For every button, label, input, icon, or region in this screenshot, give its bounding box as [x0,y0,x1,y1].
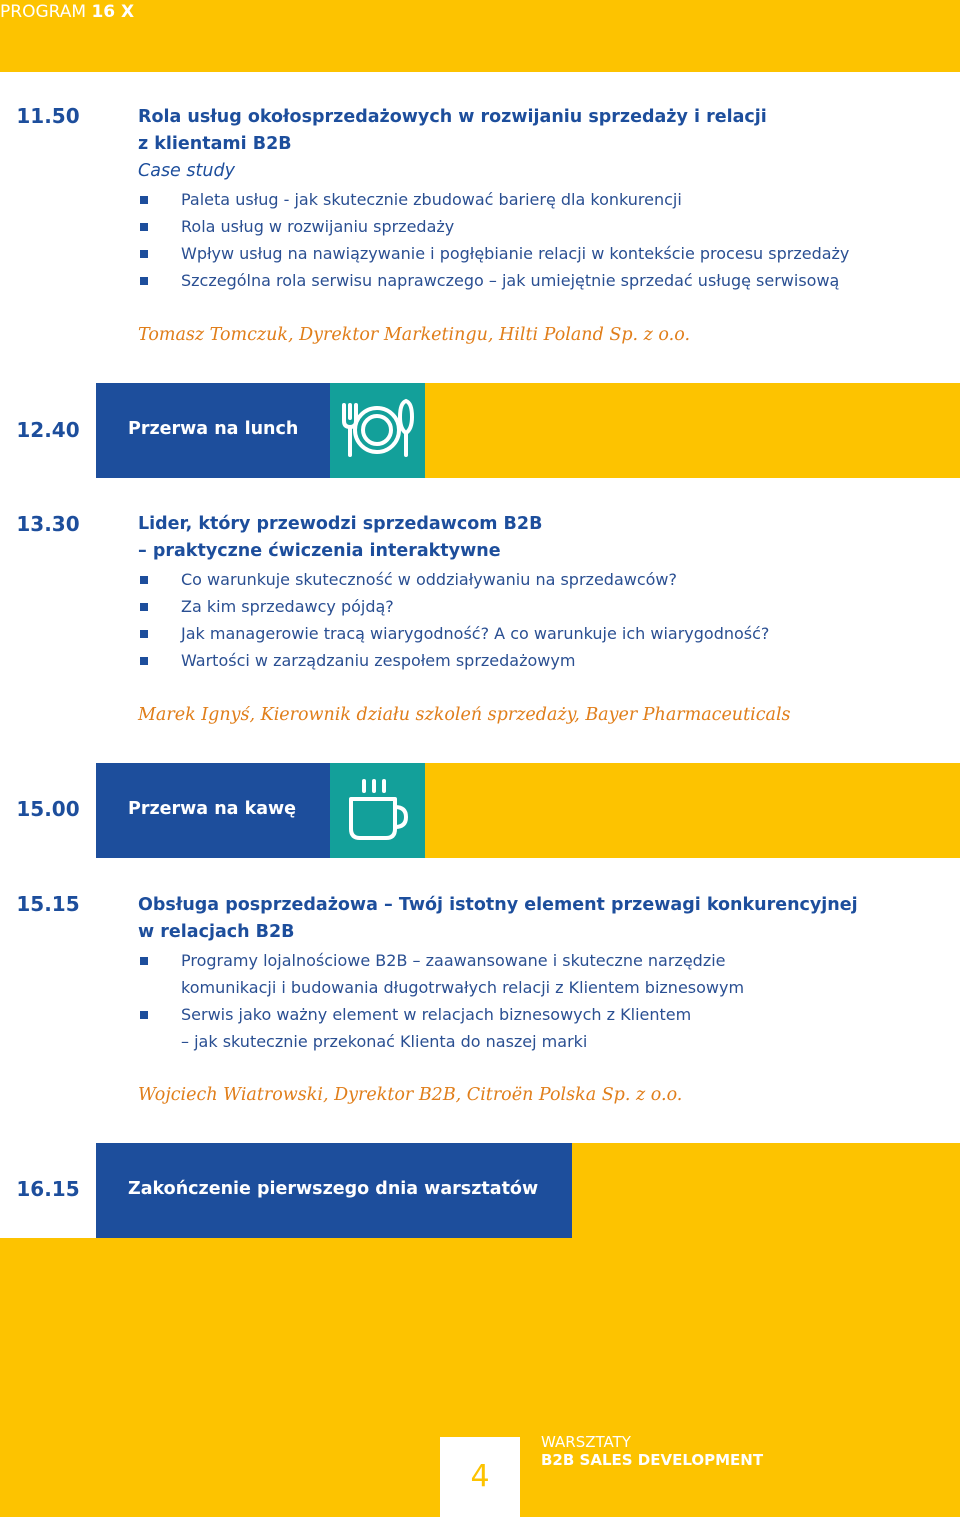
session3-speaker: Wojciech Wiatrowski, Dyrektor B2B, Citroën Polska Sp. z o.o. [138,1085,683,1105]
session2-speaker: Marek Ignyś, Kierownik działu szkoleń sprzedaży, Bayer Pharmaceuticals [138,705,791,725]
list-item: Jak managerowie tracą wiarygodność? A co warunkuje ich wiarygodność? [138,620,769,647]
list-item: Paleta usług - jak skutecznie zbudować barierę dla konkurencji [138,186,849,213]
session1-bullets [138,186,849,294]
session3-bullets [138,947,744,1055]
session1-time: 11.50 [16,104,80,128]
break2-box [96,763,330,858]
program-label: PROGRAM [0,2,87,22]
list-item: Serwis jako ważny element w relacjach biznesowych z Klientem [138,1001,744,1028]
footer-warsztaty: WARSZTATY [541,1433,631,1451]
list-item: Szczególna rola serwisu naprawczego – jak umiejętnie sprzedać usługę serwisową [138,267,849,294]
session1-subtitle: Case study [138,161,235,181]
list-item: Za kim sprzedawcy pójdą? [138,593,769,620]
break1-icon-box [330,383,425,478]
plate-cutlery-icon [330,383,425,478]
session1-title: Rola usług okołosprzedażowych w rozwijaniu sprzedaży i relacji z klientami B2B [138,107,767,154]
session2-time: 13.30 [16,512,80,536]
break1-label: Przerwa na lunch [128,419,299,439]
end-time: 16.15 [16,1177,80,1201]
break1-box [96,383,330,478]
break2-label: Przerwa na kawę [128,799,297,819]
coffee-cup-icon [330,763,425,858]
footer-title: B2B SALES DEVELOPMENT [541,1451,764,1469]
list-item: Co warunkuje skuteczność w oddziaływaniu na sprzedawców? [138,566,769,593]
list-item-continuation: komunikacji i budowania długotrwałych relacji z Klientem biznesowym [181,978,745,997]
end-label: Zakończenie pierwszego dnia warsztatów [128,1179,539,1199]
session3-time: 15.15 [16,892,80,916]
end-box [96,1143,572,1238]
program-header [0,0,134,24]
list-item: Wartości w zarządzaniu zespołem sprzedażowym [138,647,769,674]
session1-speaker: Tomasz Tomczuk, Dyrektor Marketingu, Hilti Poland Sp. z o.o. [138,325,691,345]
session2-title: Lider, który przewodzi sprzedawcom B2B – praktyczne ćwiczenia interaktywne [138,514,543,561]
list-item: Rola usług w rozwijaniu sprzedaży [138,213,849,240]
list-item: Wpływ usług na nawiązywanie i pogłębianie relacji w kontekście procesu sprzedaży [138,240,849,267]
break2-time: 15.00 [16,797,80,821]
break1-time: 12.40 [16,418,80,442]
page-number: 4 [440,1437,520,1517]
program-number: 16 X [91,2,135,22]
break2-icon-box [330,763,425,858]
session2-bullets [138,566,769,674]
session3-title: Obsługa posprzedażowa – Twój istotny element przewagi konkurencyjnej w relacjach B2B [138,895,858,942]
list-item: Programy lojalnościowe B2B – zaawansowane i skuteczne narzędzie [138,947,744,974]
list-item-continuation: – jak skutecznie przekonać Klienta do naszej marki [181,1032,588,1051]
